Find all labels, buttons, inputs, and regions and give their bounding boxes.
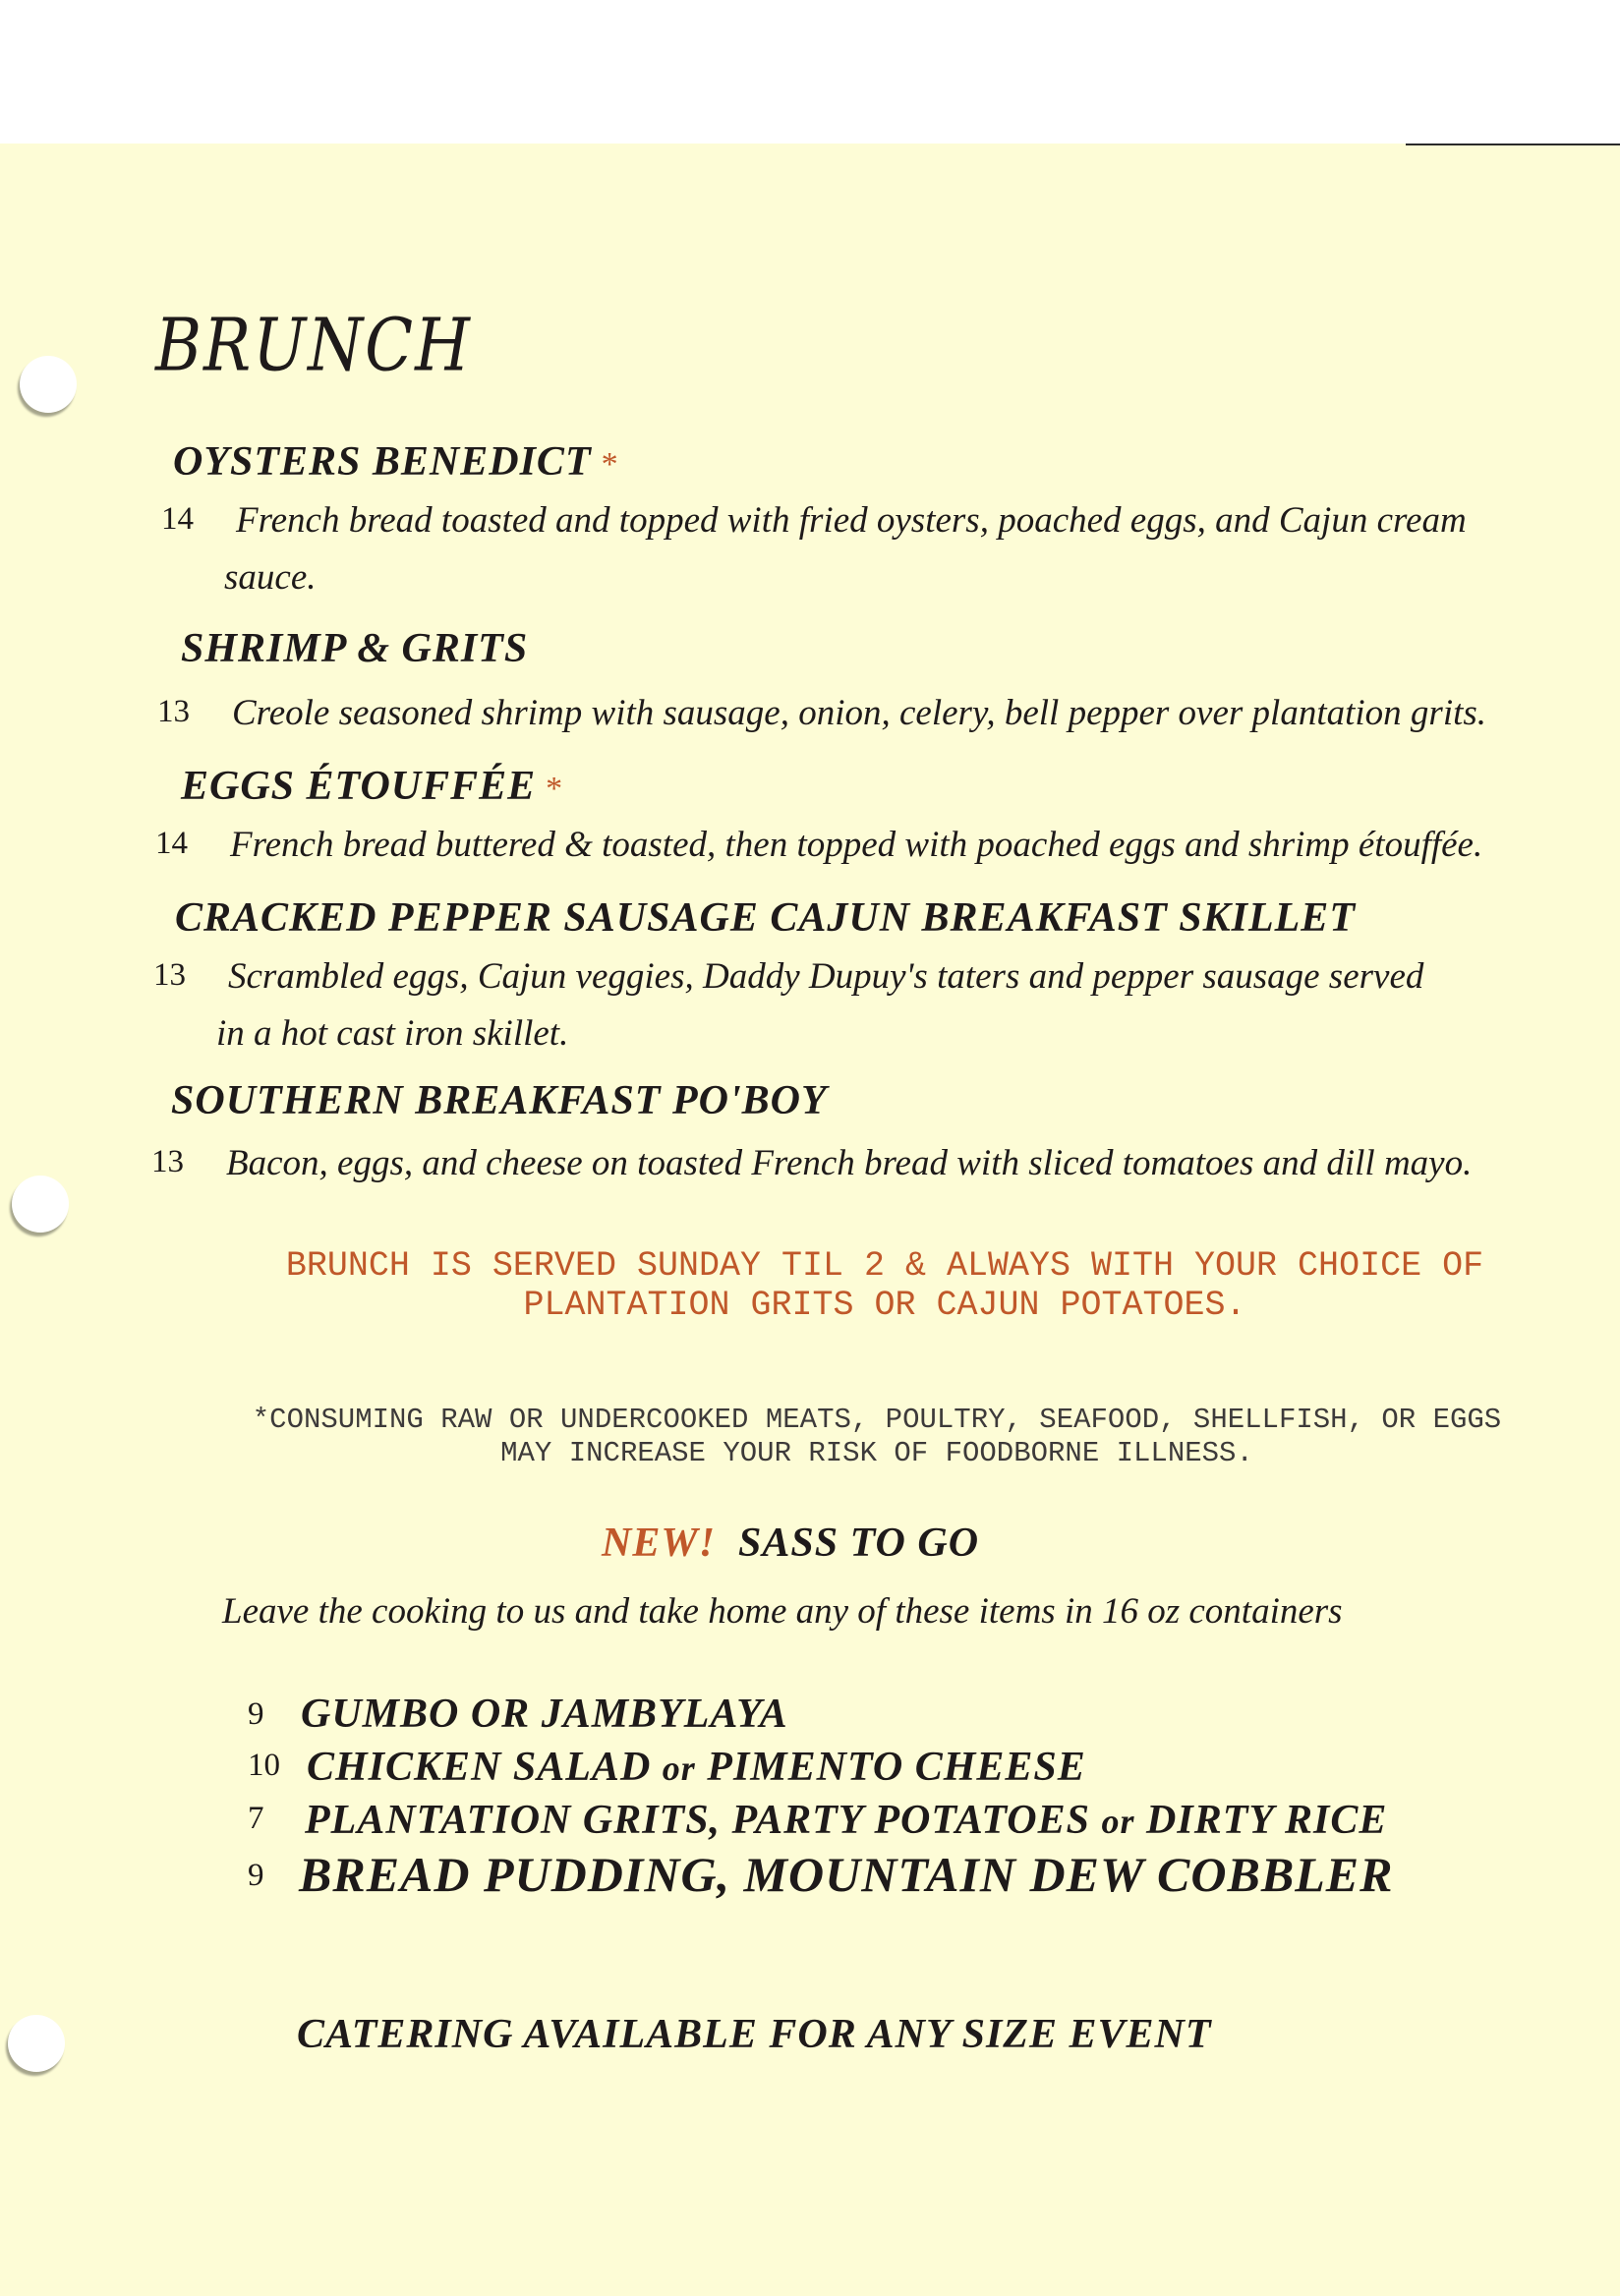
item-name: EGGS ÉTOUFFÉE * <box>181 764 564 809</box>
to-go-item: PLANTATION GRITS, PARTY POTATOES or DIRTY RICE <box>305 1798 1388 1843</box>
to-go-item: BREAD PUDDING, MOUNTAIN DEW COBBLER <box>299 1847 1394 1902</box>
item-price: 14 <box>155 826 188 861</box>
page-title: BRUNCH <box>155 305 472 389</box>
item-price: 14 <box>161 501 194 537</box>
binder-hole <box>20 356 77 413</box>
catering-note: CATERING AVAILABLE FOR ANY SIZE EVENT <box>297 2012 1212 2057</box>
to-go-price: 10 <box>248 1748 280 1783</box>
asterisk: * <box>601 446 619 483</box>
item-description: Bacon, eggs, and cheese on toasted French bread with sliced tomatoes and dill mayo. <box>226 1143 1473 1183</box>
to-go-heading: NEW! SASS TO GO <box>602 1521 980 1566</box>
to-go-item: CHICKEN SALAD or PIMENTO CHEESE <box>307 1745 1086 1790</box>
scan-edge-line <box>1406 144 1620 145</box>
item-name: SOUTHERN BREAKFAST PO'BOY <box>171 1078 828 1123</box>
item-description: French bread buttered & toasted, then topped with poached eggs and shrimp étouffée. <box>230 825 1483 865</box>
item-price: 13 <box>157 694 190 729</box>
asterisk: * <box>546 771 564 807</box>
to-go-item: GUMBO OR JAMBYLAYA <box>301 1692 788 1737</box>
to-go-subtitle: Leave the cooking to us and take home any of these items in 16 oz containers <box>222 1591 1343 1632</box>
item-name: OYSTERS BENEDICT * <box>173 439 619 485</box>
item-description: Creole seasoned shrimp with sausage, onion, celery, bell pepper over plantation grits. <box>232 693 1487 733</box>
brunch-note: BRUNCH IS SERVED SUNDAY TIL 2 & ALWAYS WITH YOUR CHOICE OF PLANTATION GRITS OR CAJUN POTATOES. <box>285 1246 1484 1325</box>
to-go-price: 9 <box>248 1858 264 1893</box>
item-price: 13 <box>151 1144 184 1179</box>
binder-hole <box>8 2015 65 2072</box>
new-badge: NEW! <box>602 1521 717 1566</box>
to-go-price: 9 <box>248 1696 264 1732</box>
binder-hole <box>12 1176 69 1233</box>
item-description: sauce. <box>224 557 317 598</box>
item-name: CRACKED PEPPER SAUSAGE CAJUN BREAKFAST SKILLET <box>175 895 1356 941</box>
to-go-price: 7 <box>248 1801 264 1836</box>
item-description: Scrambled eggs, Cajun veggies, Daddy Dupuy's taters and pepper sausage served <box>228 956 1424 997</box>
item-name: SHRIMP & GRITS <box>181 626 529 671</box>
consumer-warning: *CONSUMING RAW OR UNDERCOOKED MEATS, POULTRY, SEAFOOD, SHELLFISH, OR EGGS MAY INCREASE YOUR RISK OF FOODBORNE ILLNESS. <box>252 1404 1502 1469</box>
item-description: in a hot cast iron skillet. <box>216 1013 569 1054</box>
item-description: French bread toasted and topped with fried oysters, poached eggs, and Cajun cream <box>236 500 1467 541</box>
item-price: 13 <box>153 957 186 993</box>
